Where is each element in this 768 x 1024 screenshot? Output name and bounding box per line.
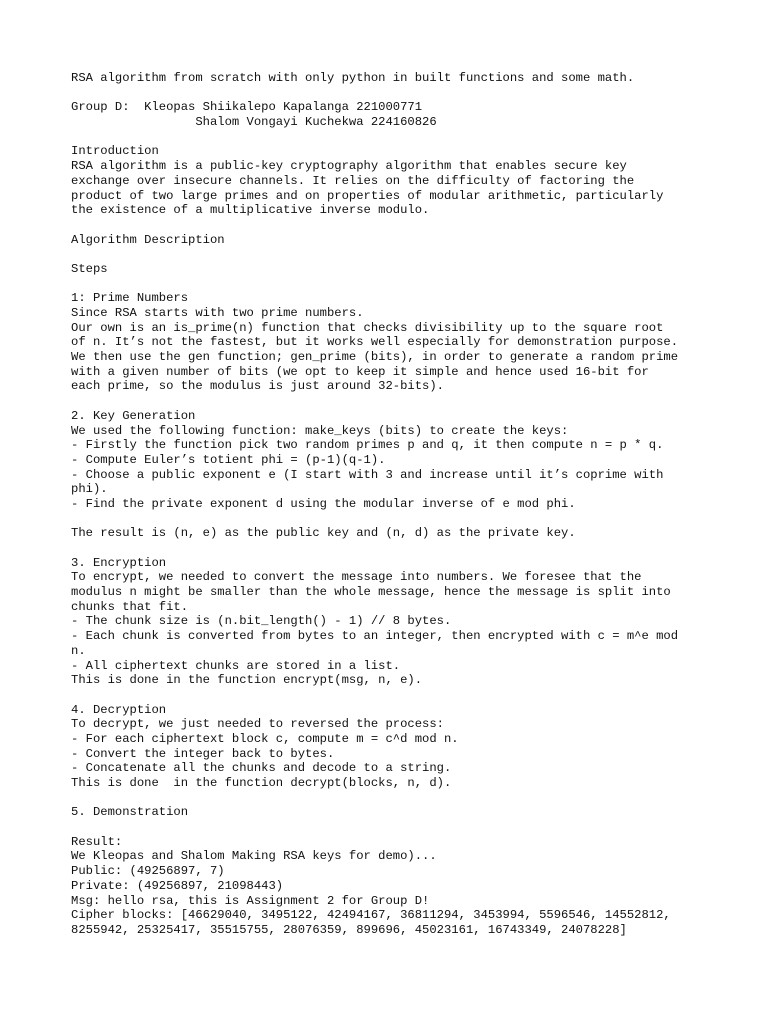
spacer <box>71 688 751 703</box>
spacer <box>71 791 751 806</box>
demonstration-line: We Kleopas and Shalom Making RSA keys for demo)... <box>71 849 437 864</box>
spacer <box>71 86 751 101</box>
key-generation-result: The result is (n, e) as the public key and (n, d) as the private key. <box>71 526 576 541</box>
demonstration-line: Msg: hello rsa, this is Assignment 2 for Group D! <box>71 893 430 908</box>
encryption-line: n. <box>71 643 86 658</box>
algorithm-heading: Algorithm Description <box>71 232 225 247</box>
decryption-line: To decrypt, we just needed to reversed the process: <box>71 717 444 732</box>
encryption-line: modulus n might be smaller than the whole message, hence the message is split into <box>71 585 671 600</box>
decryption-line: - Concatenate all the chunks and decode to a string. <box>71 761 452 776</box>
introduction-line: product of two large primes and on properties of modular arithmetic, particularly <box>71 188 664 203</box>
prime-numbers-line: each prime, so the modulus is just around 32-bits). <box>71 379 444 394</box>
spacer <box>71 820 751 835</box>
document-title: RSA algorithm from scratch with only python in built functions and some math. <box>71 71 635 85</box>
encryption-line: This is done in the function encrypt(msg, n, e). <box>71 673 423 688</box>
encryption-line: chunks that fit. <box>71 599 189 614</box>
key-generation-line: - Choose a public exponent e (I start with 3 and increase until it’s coprime with <box>71 467 664 482</box>
steps-heading: Steps <box>71 261 108 276</box>
introduction-line: RSA algorithm is a public-key cryptography algorithm that enables secure key <box>71 159 627 174</box>
decryption-line: This is done in the function decrypt(blocks, n, d). <box>71 776 452 790</box>
key-generation-line: - Compute Euler’s totient phi = (p-1)(q-1). <box>71 452 386 467</box>
key-generation-line: - Firstly the function pick two random primes p and q, it then compute n = p * q. <box>71 438 664 453</box>
prime-numbers-line: of n. It’s not the fastest, but it works well especially for demonstration purpose. <box>71 335 679 350</box>
prime-numbers-line: with a given number of bits (we opt to keep it simple and hence used 16-bit for <box>71 364 649 379</box>
decryption-line: - For each ciphertext block c, compute m = c^d mod n. <box>71 731 459 746</box>
demonstration-line: Public: (49256897, 7) <box>71 864 225 879</box>
demonstration-line: 8255942, 25325417, 35515755, 28076359, 899696, 45023161, 16743349, 24078228] <box>71 922 627 937</box>
key-generation-heading: 2. Key Generation <box>71 408 196 423</box>
group-line-1: Group D: Kleopas Shiikalepo Kapalanga 221000771 <box>71 100 423 115</box>
demonstration-line: Result: <box>71 834 123 849</box>
prime-numbers-line: We then use the gen function; gen_prime (bits), in order to generate a random prime <box>71 350 679 365</box>
key-generation-line: phi). <box>71 482 108 497</box>
spacer <box>71 130 751 145</box>
encryption-line: - Each chunk is converted from bytes to an integer, then encrypted with c = m^e mod <box>71 629 679 644</box>
key-generation-line: We used the following function: make_keys (bits) to create the keys: <box>71 423 569 438</box>
prime-numbers-heading: 1: Prime Numbers <box>71 291 189 306</box>
decryption-heading: 4. Decryption <box>71 702 167 717</box>
group-line-2: Shalom Vongayi Kuchekwa 224160826 <box>71 115 437 130</box>
introduction-line: the existence of a multiplicative inverse modulo. <box>71 203 430 218</box>
demonstration-heading: 5. Demonstration <box>71 805 189 820</box>
prime-numbers-line: Our own is an is_prime(n) function that checks divisibility up to the square root <box>71 320 664 335</box>
spacer <box>71 277 751 292</box>
spacer <box>71 541 751 556</box>
spacer <box>71 394 751 409</box>
encryption-heading: 3. Encryption <box>71 555 167 570</box>
key-generation-line: - Find the private exponent d using the modular inverse of e mod phi. <box>71 496 576 511</box>
demonstration-line: Cipher blocks: [46629040, 3495122, 42494167, 36811294, 3453994, 5596546, 14552812, <box>71 908 671 923</box>
encryption-line: To encrypt, we needed to convert the message into numbers. We foresee that the <box>71 570 642 585</box>
spacer <box>71 247 751 262</box>
demonstration-line: Private: (49256897, 21098443) <box>71 878 284 893</box>
spacer <box>71 218 751 233</box>
prime-numbers-line: Since RSA starts with two prime numbers. <box>71 306 364 320</box>
introduction-line: exchange over insecure channels. It relies on the difficulty of factoring the <box>71 173 635 188</box>
encryption-line: - All ciphertext chunks are stored in a list. <box>71 658 401 673</box>
spacer <box>71 512 751 527</box>
encryption-line: - The chunk size is (n.bit_length() - 1) // 8 bytes. <box>71 614 452 629</box>
decryption-line: - Convert the integer back to bytes. <box>71 746 335 761</box>
document-page <box>71 71 751 938</box>
introduction-heading: Introduction <box>71 144 159 159</box>
